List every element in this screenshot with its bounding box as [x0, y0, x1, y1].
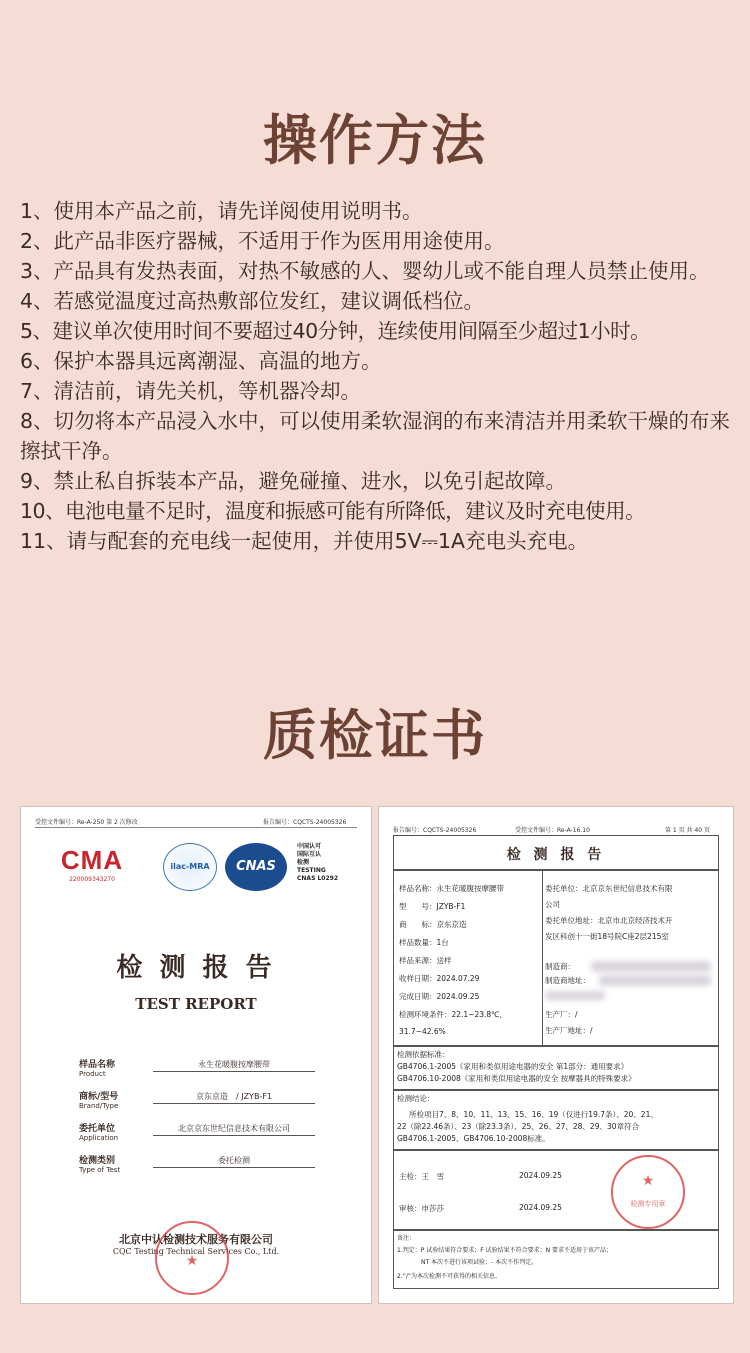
- row-value-applicant: 北京京东世纪信息技术有限公司: [153, 1123, 315, 1136]
- red-seal-stamp: ★: [155, 1221, 229, 1295]
- list-item: 7、清洁前，请先关机，等机器冷却。: [20, 379, 362, 403]
- blurred-manufacturer: [591, 961, 711, 972]
- list-item: 5、建议单次使用时间不要超过40分钟，连续使用间隔至少超过1小时。: [20, 319, 651, 343]
- report-number: 报告编号：CQCTS-24005326: [393, 827, 477, 834]
- cover-header-left: 受控文件编号：Re-A-250 第 2 次修改: [35, 819, 138, 826]
- reviewer-date: 2024.09.25: [519, 1203, 562, 1212]
- chief-inspector: 主检：王 雪: [399, 1172, 444, 1181]
- list-item: 4、若感觉温度过高热敷部位发红，建议调低档位。: [20, 289, 485, 313]
- row-label-test-type: 检测类别 Type of Test: [79, 1156, 121, 1174]
- row-label-applicant: 委托单位 Application: [79, 1124, 119, 1142]
- row-value-product: 永生花暖腹按摩腰带: [153, 1059, 315, 1072]
- row-value-test-type: 委托检测: [153, 1155, 315, 1168]
- usage-steps: [20, 196, 732, 556]
- list-item: 1、使用本产品之前，请先详阅使用说明书。: [20, 199, 423, 223]
- control-number: 受控文件编号：Re-A-16.10: [515, 827, 590, 834]
- test-report-cover: [20, 806, 372, 1304]
- cover-title-cn: 检 测 报 告: [116, 953, 276, 983]
- cma-logo-text: CMA: [60, 845, 124, 875]
- cnas-caption: 中国认可 国际互认 检测 TESTING CNAS L0292: [297, 843, 339, 882]
- cnas-logo: [225, 843, 287, 891]
- ilac-mra-logo: [163, 843, 217, 891]
- company-name-cn: 北京中认检测技术服务有限公司: [119, 1233, 273, 1246]
- list-item: 6、保护本器具远离潮湿、高温的地方。: [20, 349, 382, 373]
- list-item: 10、电池电量不足时，温度和振感可能有所降低，建议及时充电使用。: [20, 499, 646, 523]
- list-item: 2、此产品非医疗器械，不适用于作为医用用途使用。: [20, 229, 505, 253]
- cover-header-right: 报告编号：CQCTS-24005326: [263, 819, 347, 826]
- company-name-en: CQC Testing Technical Services Co., Ltd.: [112, 1247, 280, 1256]
- cma-number: 220009343270: [69, 876, 115, 883]
- inspection-seal-stamp: ★ 检测专用章: [611, 1155, 685, 1229]
- list-item: 11、请与配套的充电线一起使用，并使用5V⎓1A充电头充电。: [20, 529, 589, 553]
- reviewer: 审核：申莎莎: [399, 1204, 444, 1213]
- blurred-manufacturer-address: [599, 975, 711, 986]
- cover-title-en: TEST REPORT: [135, 995, 257, 1013]
- page-number: 第 1 页 共 40 页: [665, 827, 710, 834]
- chief-inspector-date: 2024.09.25: [519, 1171, 562, 1180]
- report-title-box: [393, 835, 719, 871]
- list-item: 8、切勿将本产品浸入水中，可以使用柔软湿润的布来清洁并用柔软干燥的布来擦拭干净。: [20, 409, 731, 463]
- list-item: 3、产品具有发热表面，对热不敏感的人、婴幼儿或不能自理人员禁止使用。: [20, 259, 710, 283]
- blurred-text: [545, 991, 605, 1000]
- row-label-product: 样品名称 Product: [79, 1060, 116, 1078]
- ilac-logo-text: ilac-MRA: [170, 862, 210, 871]
- usage-title: 操作方法: [263, 109, 487, 172]
- cnas-logo-text: CNAS: [236, 859, 276, 874]
- row-label-brand: 商标/型号 Brand/Type: [79, 1092, 119, 1110]
- cma-logo: [59, 845, 125, 889]
- report-title: 检 测 报 告: [506, 847, 606, 863]
- cert-title: 质检证书: [263, 704, 487, 767]
- test-report-page: 报告编号：CQCTS-24005326 受控文件编号：Re-A-16.10 第 1 页 共 40 页 检 测 报 告 样品名称：永生花暖腹按摩腰带 型 号：JZYB-F1 商 标：京东京造 样品数量：1台 样品来源：送样 收样日期：2024.07.29 完成日期：2024.09.25 检测环境条件：22.1~23.8℃， 31.7~42.6% 委托单位：北京京东世纪信息技术有限 公司 委托单位地址：北京市北京经济技术开 发区科创十一街18号院C座2层215室 制造商： 制造商地址： 生产厂：/ 生产厂地址：/ 检测依据标准： GB4706.1-2005《家用和类似用途电器的安全 第1部分：通用要求》 GB4706.10-2008《家用和类似用途电器的安全 按摩器具的特殊要求》 检测结论： 所检项目7、8、10、11、13、15、16、19（仅进行19.7条）、20、21、 22（除22.46条）、23（除23.3条）、25、26、27、28、29、30章符合 GB4706.1-2005、GB4706.10-2008标准。 主检：王 雪 2024.09.25 审核：申莎莎 2024.09.25 ★ 检测专用章 备注： 1.判定：P 试验结果符合要求；F 试验结果不符合要求；N 要求不适用于该产品； NT 本次不进行该项试验；- 本次不作判定。 2.“/”为本次检测不可获得的相关信息。: [378, 806, 734, 1304]
- list-item: 9、禁止私自拆装本产品，避免碰撞、进水，以免引起故障。: [20, 469, 567, 493]
- row-value-brand: 京东京造 / JZYB-F1: [153, 1091, 315, 1104]
